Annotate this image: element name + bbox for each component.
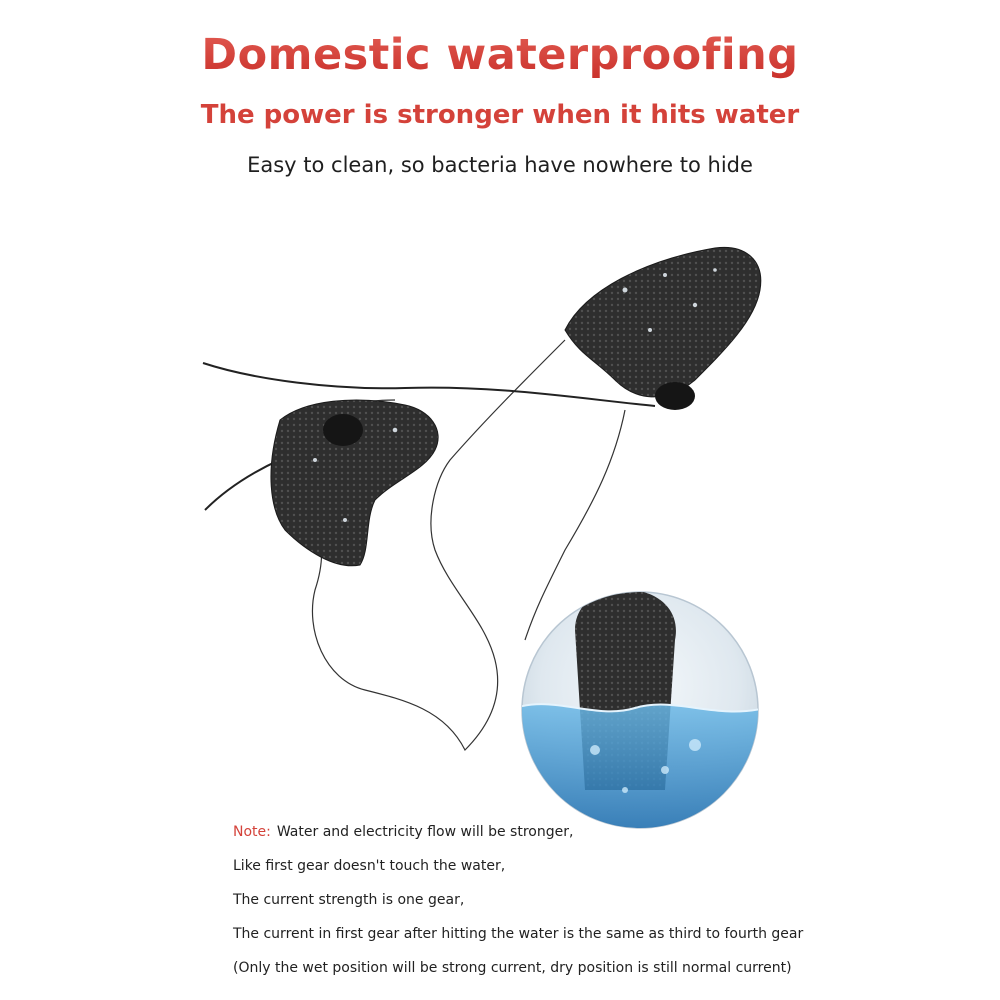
note-line: The current in first gear after hitting the water is the same as third to fourth gear: [233, 926, 804, 942]
page-subtitle: The power is stronger when it hits water: [200, 100, 800, 130]
upper-electrode: [655, 382, 695, 410]
note-line: (Only the wet position will be strong current, dry position is still normal current): [233, 960, 792, 976]
page-tagline: Easy to clean, so bacteria have nowhere to hide: [247, 153, 753, 177]
upper-sleeve: [565, 247, 761, 397]
note-line: [233, 818, 793, 852]
cable: [203, 363, 655, 406]
lower-electrode: [323, 414, 363, 446]
note-text: Water and electricity flow will be stronger,: [276, 824, 574, 840]
note-label: Note:: [233, 824, 271, 840]
note-line: The current strength is one gear,: [233, 892, 465, 908]
product-illustration: [195, 230, 795, 830]
page-title: Domestic waterproofing: [0, 30, 1000, 80]
notes-block: [233, 818, 804, 988]
note-line: Like first gear doesn't touch the water,: [233, 858, 506, 874]
water-demo-inset: [515, 589, 765, 830]
